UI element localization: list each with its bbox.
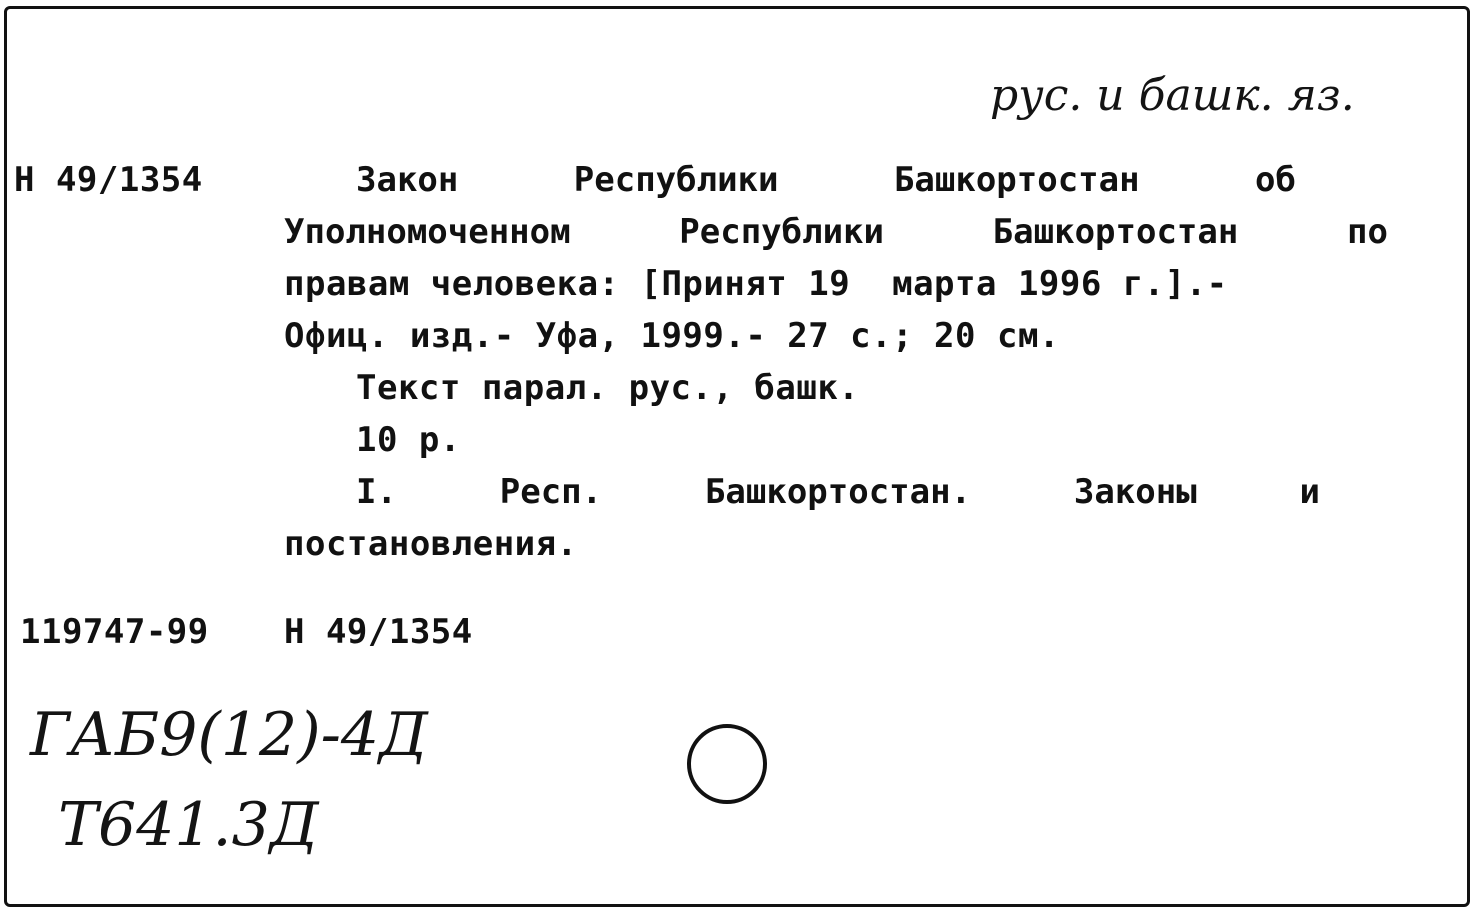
subject-word: Башкортостан. [704,472,972,512]
shelf-mark-top: Н 49/1354 [14,160,203,200]
title-line-3: правам человека: [Принят 19 марта 1996 г.].- [284,264,1228,304]
title-word: по [1347,212,1388,252]
title-line-1 [356,154,1296,206]
title-word: Уполномоченном [284,212,571,252]
circle-mark [687,724,767,804]
title-line-4: Офиц. изд.- Уфа, 1999.- 27 с.; 20 см. [284,316,1060,356]
subject-word: I. [356,472,397,512]
subject-word: и [1299,472,1320,512]
title-word: об [1255,160,1296,200]
title-word: Республики [679,212,884,252]
note-text: Текст парал. рус., башк. [356,368,860,408]
title-word: Республики [573,160,779,200]
accession-number: 119747-99 [20,612,209,652]
title-line-2 [284,206,1388,258]
price: 10 р. [356,420,461,460]
subject-word: Респ. [499,472,603,512]
subject-line-1 [356,466,1320,518]
handwritten-classification-1: ГАБ9(12)-4Д [30,700,428,770]
handwritten-classification-2: Т641.3Д [58,790,319,860]
handwritten-language-note: рус. и башк. яз. [990,70,1355,121]
subject-line-2: постановления. [284,524,578,564]
shelf-mark-bottom: Н 49/1354 [284,612,473,652]
title-word: Закон [356,160,459,200]
title-word: Башкортостан [893,160,1140,200]
subject-word: Законы [1073,472,1197,512]
title-word: Башкортостан [992,212,1239,252]
